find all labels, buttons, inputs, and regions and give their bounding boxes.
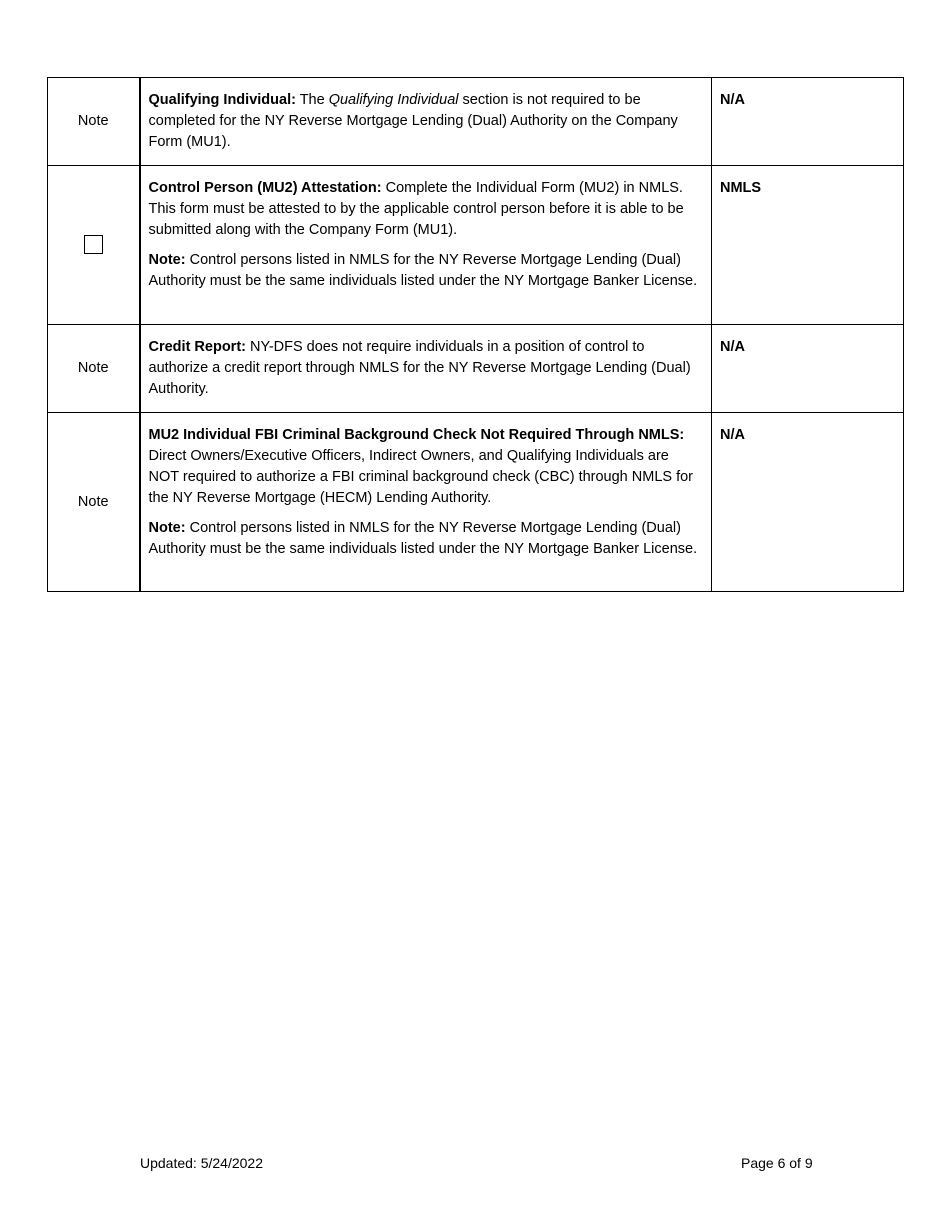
requirement-description — [140, 325, 712, 413]
row-marker-note — [48, 413, 140, 592]
row-marker-note — [48, 78, 140, 166]
row-marker-checkbox — [48, 166, 140, 325]
footer-page-number: Page 6 of 9 — [741, 1155, 813, 1171]
marker-label: Note — [77, 493, 109, 510]
requirement-heading: Credit Report: — [148, 339, 246, 355]
requirement-paragraph: MU2 Individual FBI Criminal Background Check Not Required Through NMLS: Direct Owners/Executive Officers, Indirect Owners, and Qualifying Individuals are NOT required to authorize a FBI criminal background check (CBC) through NMLS for the NY Reverse Mortgage (HECM) Lending Authority. — [148, 427, 694, 506]
requirement-description — [140, 413, 712, 592]
table-row — [48, 325, 904, 413]
italic-term: Qualifying Individual — [328, 92, 459, 108]
requirement-paragraph: Control Person (MU2) Attestation: Complete the Individual Form (MU2) in NMLS. This form must be attested to by the applicable control person before it is able to be submitted along with the Company Form (MU1). — [148, 180, 684, 238]
footer-updated-date: Updated: 5/24/2022 — [140, 1155, 263, 1171]
completion-checkbox[interactable] — [84, 235, 103, 254]
row-marker-note — [48, 325, 140, 413]
table-row — [48, 78, 904, 166]
note-paragraph: Note: Control persons listed in NMLS for the NY Reverse Mortgage Lending (Dual) Authority must be the same individuals listed under the NY Mortgage Banker License. — [148, 520, 698, 557]
requirement-description — [140, 78, 712, 166]
note-heading: Note: — [148, 252, 186, 268]
requirement-paragraph: Credit Report: NY-DFS does not require individuals in a position of control to authorize a credit report through NMLS for the NY Reverse Mortgage Lending (Dual) Authority. — [148, 339, 691, 397]
note-heading: Note: — [148, 520, 186, 536]
table-row — [48, 413, 904, 592]
requirement-description — [140, 166, 712, 325]
requirement-heading: Control Person (MU2) Attestation: — [148, 180, 382, 196]
requirements-table — [47, 77, 904, 592]
requirement-heading: Qualifying Individual: — [148, 92, 296, 108]
requirement-source: NMLS — [712, 166, 904, 325]
requirement-paragraph: Qualifying Individual: The Qualifying Individual section is not required to be completed for the NY Reverse Mortgage Lending (Dual) Authority on the Company Form (MU1). — [148, 92, 678, 150]
requirement-source: N/A — [712, 78, 904, 166]
marker-label: Note — [77, 360, 109, 376]
table-row — [48, 166, 904, 325]
requirement-source: N/A — [712, 413, 904, 592]
note-paragraph: Note: Control persons listed in NMLS for the NY Reverse Mortgage Lending (Dual) Authority must be the same individuals listed under the NY Mortgage Banker License. — [148, 252, 698, 289]
requirement-heading: MU2 Individual FBI Criminal Background Check Not Required Through NMLS: — [148, 427, 685, 443]
marker-label: Note — [77, 113, 109, 129]
requirement-source: N/A — [712, 325, 904, 413]
